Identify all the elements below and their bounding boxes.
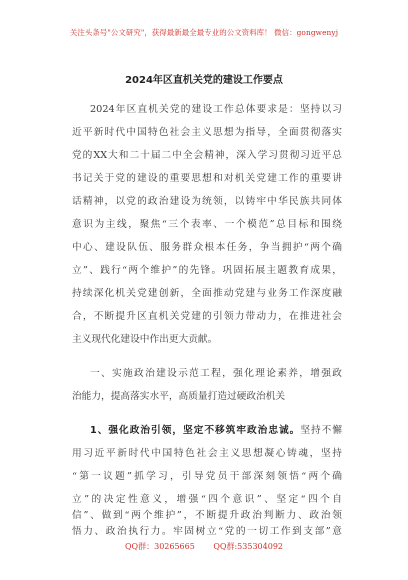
paragraph-line: 近平新时代中国特色社会主义思想为指导，全面贯彻落实 <box>72 127 342 138</box>
section-heading-line: 一、实施政治建设示范工程，强化理论素养，增强政 <box>90 368 342 379</box>
paragraph-line: 悟力、政治执行力。牢固树立“党的一切工作到支部”意 <box>72 526 342 537</box>
qq-group-2: QQ群:535304092 <box>213 542 283 551</box>
paragraph-line: 话精神，以党的政治建设为统领，以铸牢中华民族共同体 <box>72 196 342 207</box>
paragraph-line: 意识为主线，聚焦“三个表率、一个模范”总目标和围绕 <box>72 219 342 230</box>
paragraph-line: 党的XX大和二十届二中全会精神，深入学习贯彻习近平总 <box>72 150 342 161</box>
section-heading-line: 治能力，提高落实水平，高质量打造过硬政治机关 <box>72 391 286 402</box>
document-title: 2024年区直机关党的建设工作要点 <box>125 75 283 86</box>
paragraph-line: 持续深化机关党建创新，全面推动党建与业务工作深度融 <box>72 288 342 299</box>
paragraph-line: 信”、做到“两个维护”，不断提升政治判断力、政治领 <box>72 510 342 521</box>
qq-group-1: QQ群：30265665 <box>124 542 195 551</box>
paragraph-line: 立”的决定性意义，增强“四个意识”、坚定“四个自 <box>72 494 342 505</box>
paragraph-line: 主义现代化建设中作出更大贡献。 <box>72 334 218 345</box>
paragraph-line: 立”、践行“两个维护”的先锋。巩固拓展主题教育成果， <box>72 265 342 276</box>
header-promo-banner: 关注头条号"公文研究"，获得最新最全最专业的公文资料库！ 微信：gongwenyj <box>69 28 339 37</box>
paragraph-line: 2024年区直机关党的建设工作总体要求是：坚持以习 <box>90 104 342 115</box>
paragraph-line: 合，不断提升区直机关党建的引领力带动力，在推进社会 <box>72 311 342 322</box>
paragraph-line: 书记关于党的建设的重要思想和对机关党建工作的重要讲 <box>72 173 342 184</box>
paragraph-text: 坚持不懈 <box>300 425 342 436</box>
subsection-lead: 1、强化政治引领，坚定不移筑牢政治忠诚。 <box>90 425 301 436</box>
paragraph-line: “第一议题”抓学习，引导党员干部深刻领悟“两个确 <box>72 471 342 482</box>
subsection-lead-line <box>90 425 342 437</box>
footer-contact <box>0 541 408 552</box>
paragraph-line: 中心、建设队伍、服务群众根本任务，争当拥护“两个确 <box>72 242 342 253</box>
paragraph-line: 用习近平新时代中国特色社会主义思想凝心铸魂，坚持 <box>72 448 342 459</box>
